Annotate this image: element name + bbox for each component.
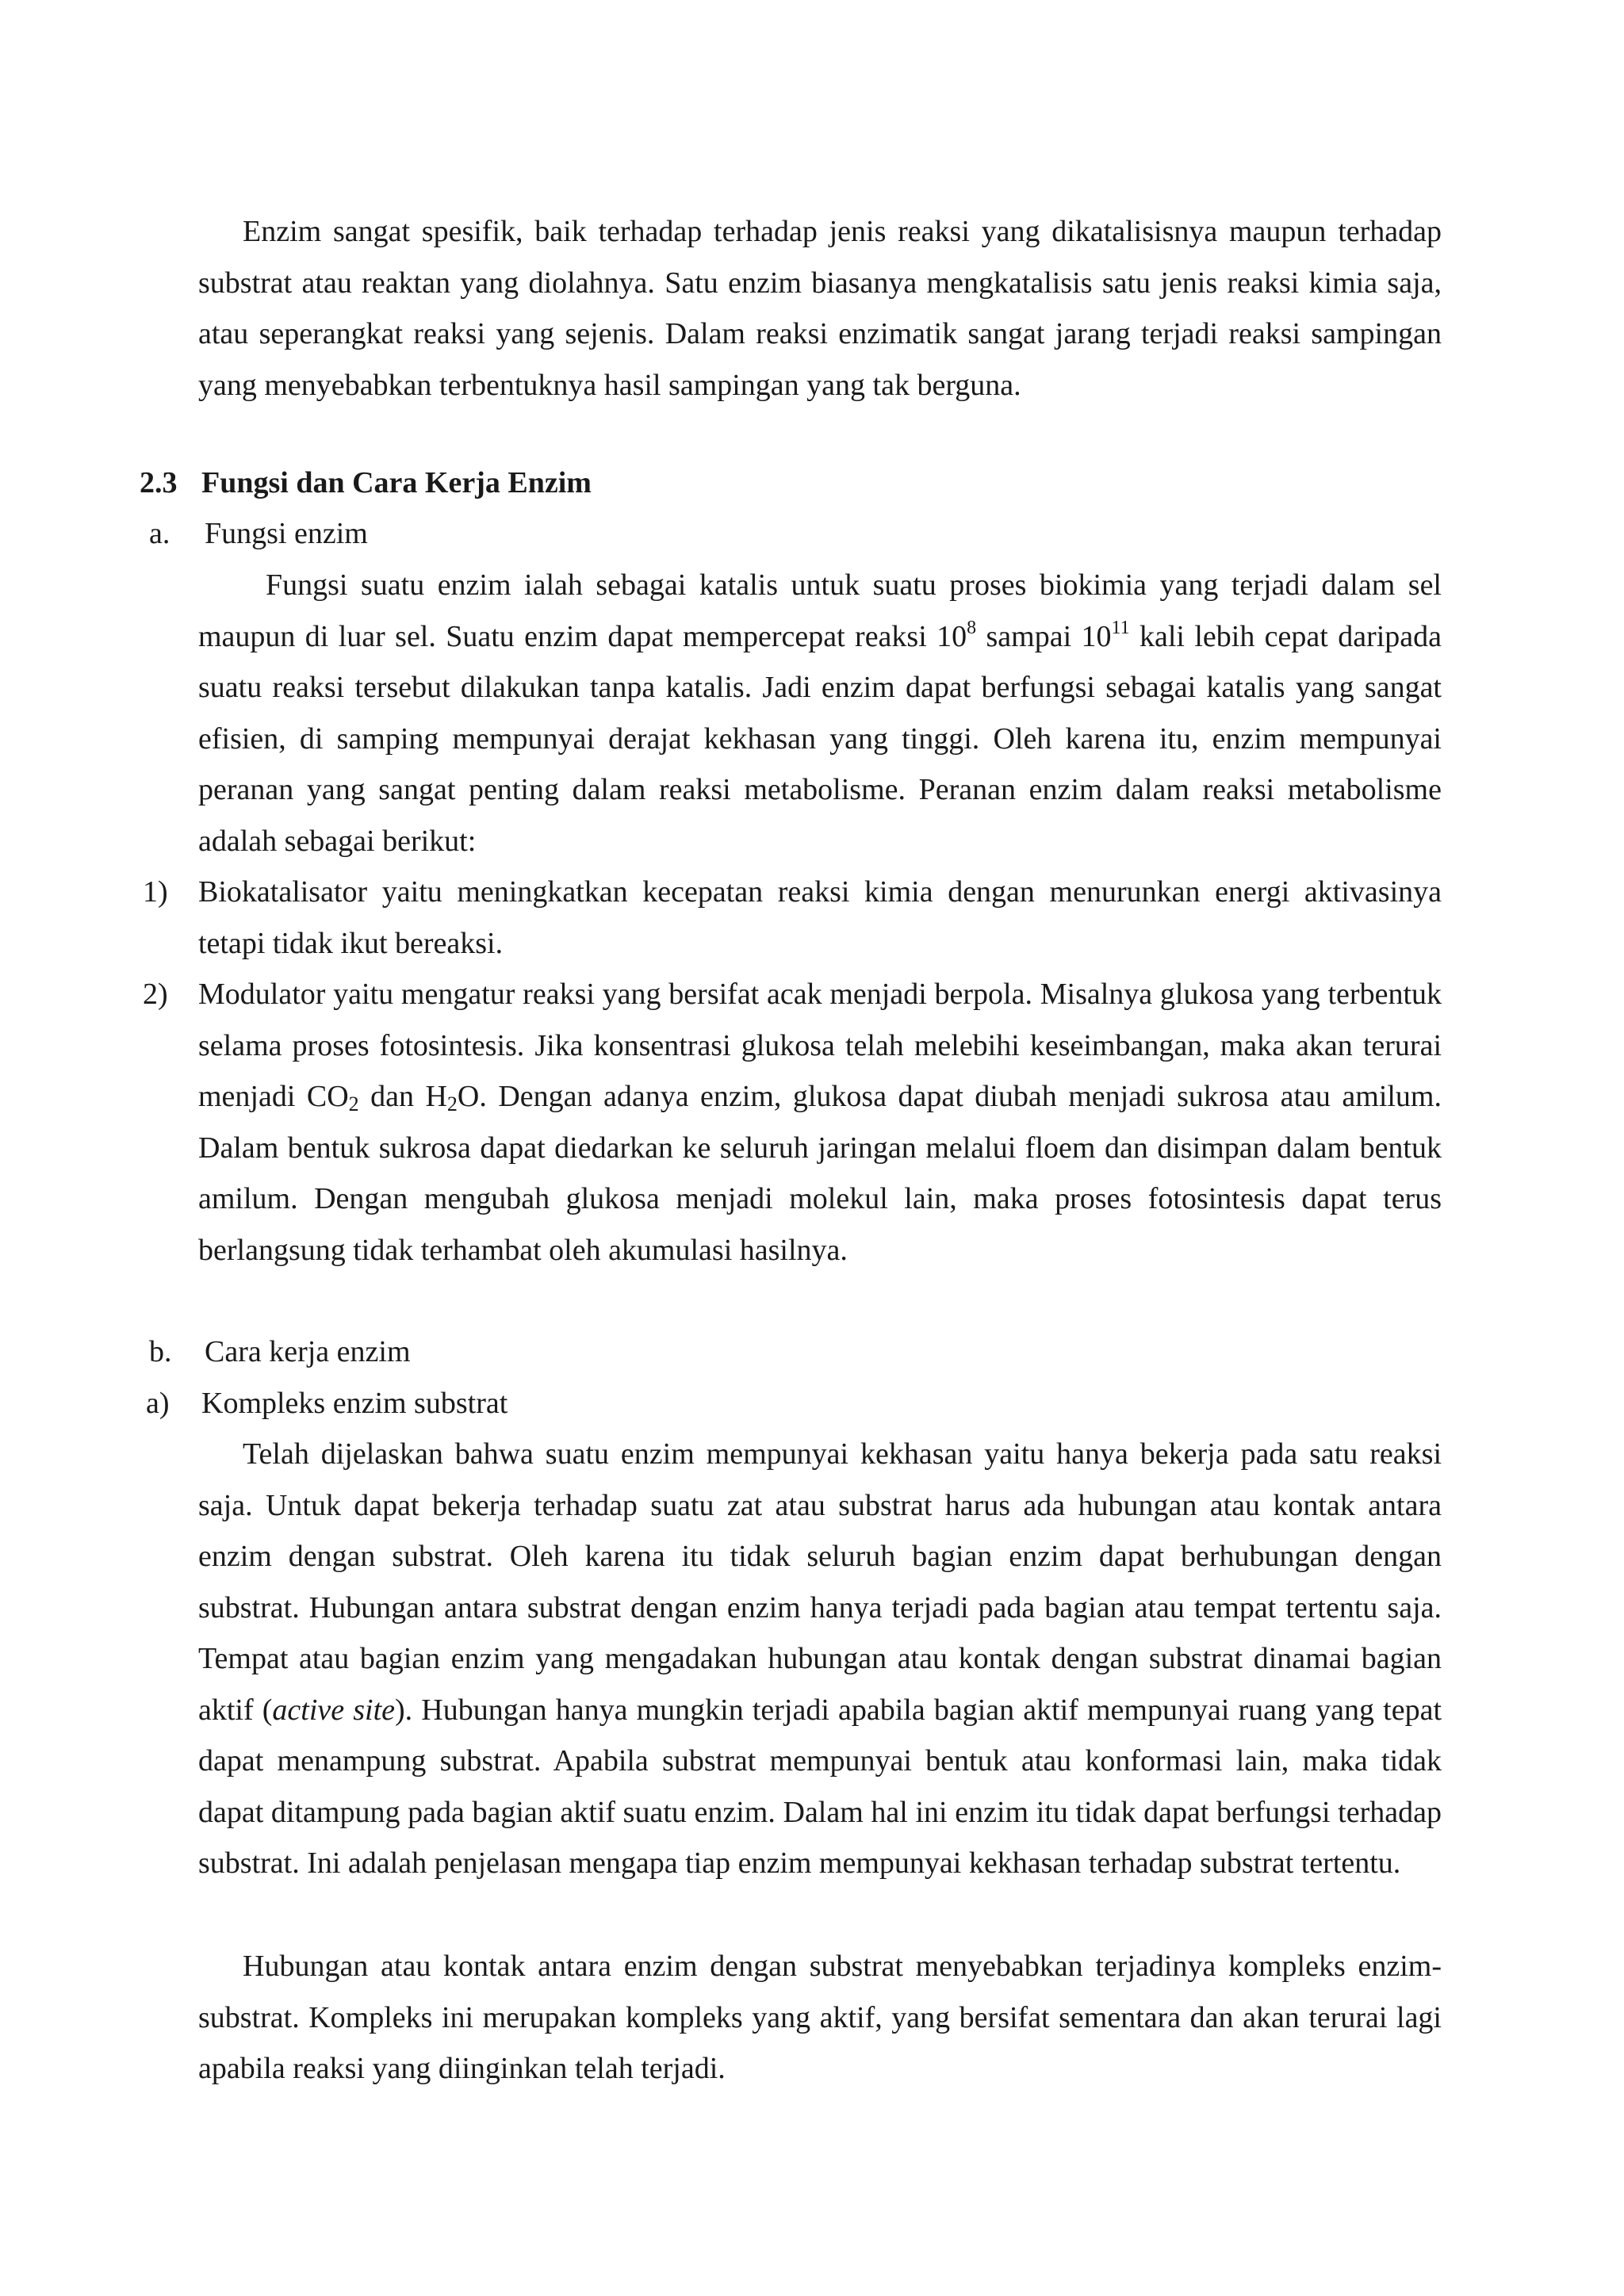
enzyme-substrate-paragraph-1 [198, 1429, 1442, 1889]
modulator-text-3: O. Dengan adanya enzim, glukosa dapat diubah menjadi sukrosa atau amilum. Dalam bentuk sukrosa dapat diedarkan ke seluruh jaringan melalui floem dan disimpan dalam bentuk amilum. Dengan mengubah glukosa menjadi molekul lain, maka proses fotosintesis dapat terus berlangsung tidak terhambat oleh akumulasi hasilnya. [198, 1080, 1442, 1267]
list-item-biokatalisator [143, 867, 1442, 969]
subsection-b-marker: b. [149, 1335, 172, 1368]
section-number: 2.3 [140, 466, 178, 499]
active-site-term: active site [272, 1693, 396, 1727]
enzyme-substrate-text-1: Telah dijelaskan bahwa suatu enzim mempunyai kekhasan yaitu hanya bekerja pada satu reaksi saja. Untuk dapat bekerja terhadap suatu zat atau substrat harus ada hubungan atau kontak antara enzim dengan substrat. Oleh karena itu tidak seluruh bagian enzim dapat berhubungan dengan substrat. Hubungan antara substrat dengan enzim hanya terjadi pada bagian atau tempat tertentu saja. Tempat atau bagian enzim yang mengadakan hubungan atau kontak dengan substrat dinamai bagian aktif ( [198, 1437, 1442, 1727]
exponent-11: 11 [1111, 617, 1130, 638]
co2-subscript: 2 [348, 1093, 359, 1115]
item-a-heading [146, 1378, 508, 1429]
enzyme-substrate-text-2: ). Hubungan hanya mungkin terjadi apabila bagian aktif mempunyai ruang yang tepat dapat menampung substrat. Apabila substrat mempunyai bentuk atau konformasi lain, maka tidak dapat ditampung pada bagian aktif suatu enzim. Dalam hal ini enzim itu tidak dapat berfungsi terhadap substrat. Ini adalah penjelasan mengapa tiap enzim mempunyai kekhasan terhadap substrat tertentu. [198, 1693, 1442, 1880]
exponent-8: 8 [967, 617, 977, 638]
modulator-text-1: Modulator yaitu mengatur reaksi yang bersifat acak menjadi berpola. Misalnya glukosa yang terbentuk selama proses fotosintesis. Jika konsentrasi glukosa telah melebihi keseimbangan, maka akan terurai menjadi CO [198, 978, 1442, 1113]
subsection-a-marker: a. [149, 517, 170, 550]
intro-paragraph-text: Enzim sangat spesifik, baik terhadap terhadap jenis reaksi yang dikatalisisnya maupun terhadap substrat atau reaktan yang diolahnya. Satu enzim biasanya mengkatalisis satu jenis reaksi kimia saja, atau seperangkat reaksi yang sejenis. Dalam reaksi enzimatik sangat jarang terjadi reaksi sampingan yang menyebabkan terbentuknya hasil sampingan yang tak berguna. [198, 215, 1442, 402]
enzyme-substrate-paragraph-2 [198, 1941, 1442, 2095]
subsection-b-title: Cara kerja enzim [205, 1335, 411, 1368]
intro-paragraph [198, 206, 1442, 411]
item-a-title: Kompleks enzim substrat [201, 1387, 508, 1420]
section-title: Fungsi dan Cara Kerja Enzim [201, 466, 592, 499]
subsection-a-title: Fungsi enzim [205, 517, 368, 550]
enzyme-substrate-text-3: Hubungan atau kontak antara enzim dengan substrat menyebabkan terjadinya kompleks enzim-substrat. Kompleks ini merupakan kompleks yang aktif, yang bersifat sementara dan akan terurai lagi apabila reaksi yang diinginkan telah terjadi. [198, 1950, 1442, 2085]
section-heading [140, 457, 592, 508]
list-item-modulator [143, 969, 1442, 1276]
h2o-subscript: 2 [446, 1093, 458, 1115]
function-paragraph [198, 560, 1442, 867]
list-item-1-text: Biokatalisator yaitu meningkatkan kecepatan reaksi kimia dengan menurunkan energi aktivasinya tetapi tidak ikut bereaksi. [198, 875, 1442, 960]
list-item-2-text [198, 969, 1442, 1276]
function-paragraph-text-1: Fungsi suatu enzim ialah sebagai katalis untuk suatu proses biokimia yang terjadi dalam sel maupun di luar sel. Suatu enzim dapat mempercepat reaksi 10 [198, 568, 1442, 653]
subsection-b-heading [149, 1326, 411, 1377]
item-a-marker: a) [146, 1387, 170, 1420]
function-paragraph-text-3: kali lebih cepat daripada suatu reaksi tersebut dilakukan tanpa katalis. Jadi enzim dapat berfungsi sebagai katalis yang sangat efisien, di samping mempunyai derajat kekhasan yang tinggi. Oleh karena itu, enzim mempunyai peranan yang sangat penting dalam reaksi metabolisme. Peranan enzim dalam reaksi metabolisme adalah sebagai berikut: [198, 619, 1442, 858]
list-item-1-marker: 1) [143, 875, 168, 909]
function-paragraph-text-2: sampai 10 [976, 619, 1112, 653]
subsection-a-heading [149, 508, 368, 559]
list-item-2-marker: 2) [143, 978, 168, 1011]
modulator-text-2: dan H [358, 1080, 447, 1113]
